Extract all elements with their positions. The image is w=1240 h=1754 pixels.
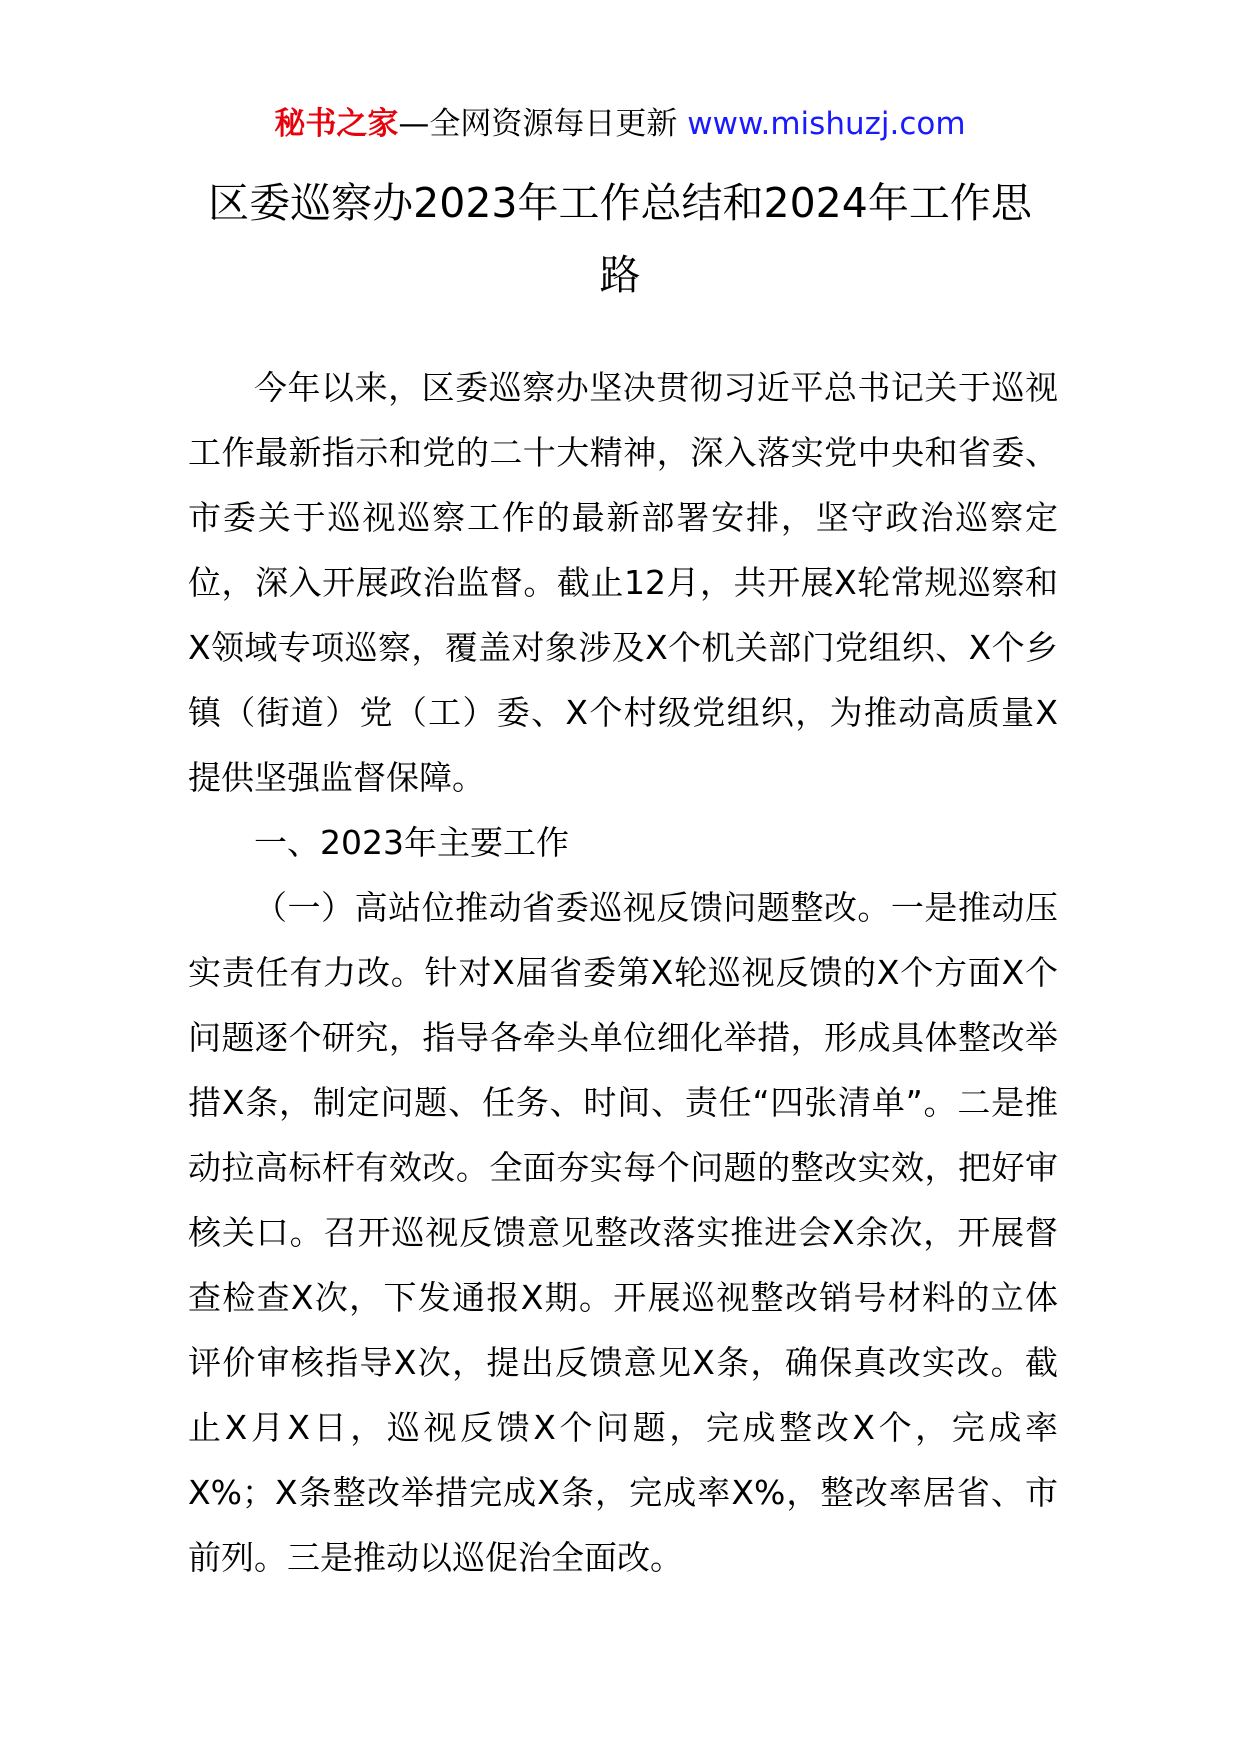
- watermark-header: [0, 102, 1240, 146]
- brand-name: 秘书之家: [274, 106, 399, 142]
- intro-paragraph: 今年以来，区委巡察办坚决贯彻习近平总书记关于巡视工作最新指示和党的二十大精神，深入落实党中央和省委、市委关于巡视巡察工作的最新部署安排，坚守政治巡察定位，深入开展政治监督。截止12月，共开展X轮常规巡察和X领域专项巡察，覆盖对象涉及X个机关部门党组织、X个乡镇（街道）党（工）委、X个村级党组织，为推动高质量X提供坚强监督保障。: [188, 368, 1058, 797]
- document-body: [188, 355, 1058, 1590]
- header-tagline: —全网资源每日更新: [398, 106, 678, 142]
- site-link[interactable]: www.mishuzj.com: [687, 106, 966, 142]
- section-heading: 一、2023年主要工作: [254, 823, 569, 862]
- subsection-paragraph: （一）高站位推动省委巡视反馈问题整改。一是推动压实责任有力改。针对X届省委第X轮巡视反馈的X个方面X个问题逐个研究，指导各牵头单位细化举措，形成具体整改举措X条，制定问题、任务、时间、责任“四张清单”。二是推动拉高标杆有效改。全面夯实每个问题的整改实效，把好审核关口。召开巡视反馈意见整改落实推进会X余次，开展督查检查X次，下发通报X期。开展巡视整改销号材料的立体评价审核指导X次，提出反馈意见X条，确保真改实改。截止X月X日，巡视反馈X个问题，完成整改X个，完成率X%；X条整改举措完成X条，完成率X%，整改率居省、市前列。三是推动以巡促治全面改。: [188, 888, 1058, 1577]
- document-title: 区委巡察办2023年工作总结和2024年工作思路: [208, 179, 1032, 299]
